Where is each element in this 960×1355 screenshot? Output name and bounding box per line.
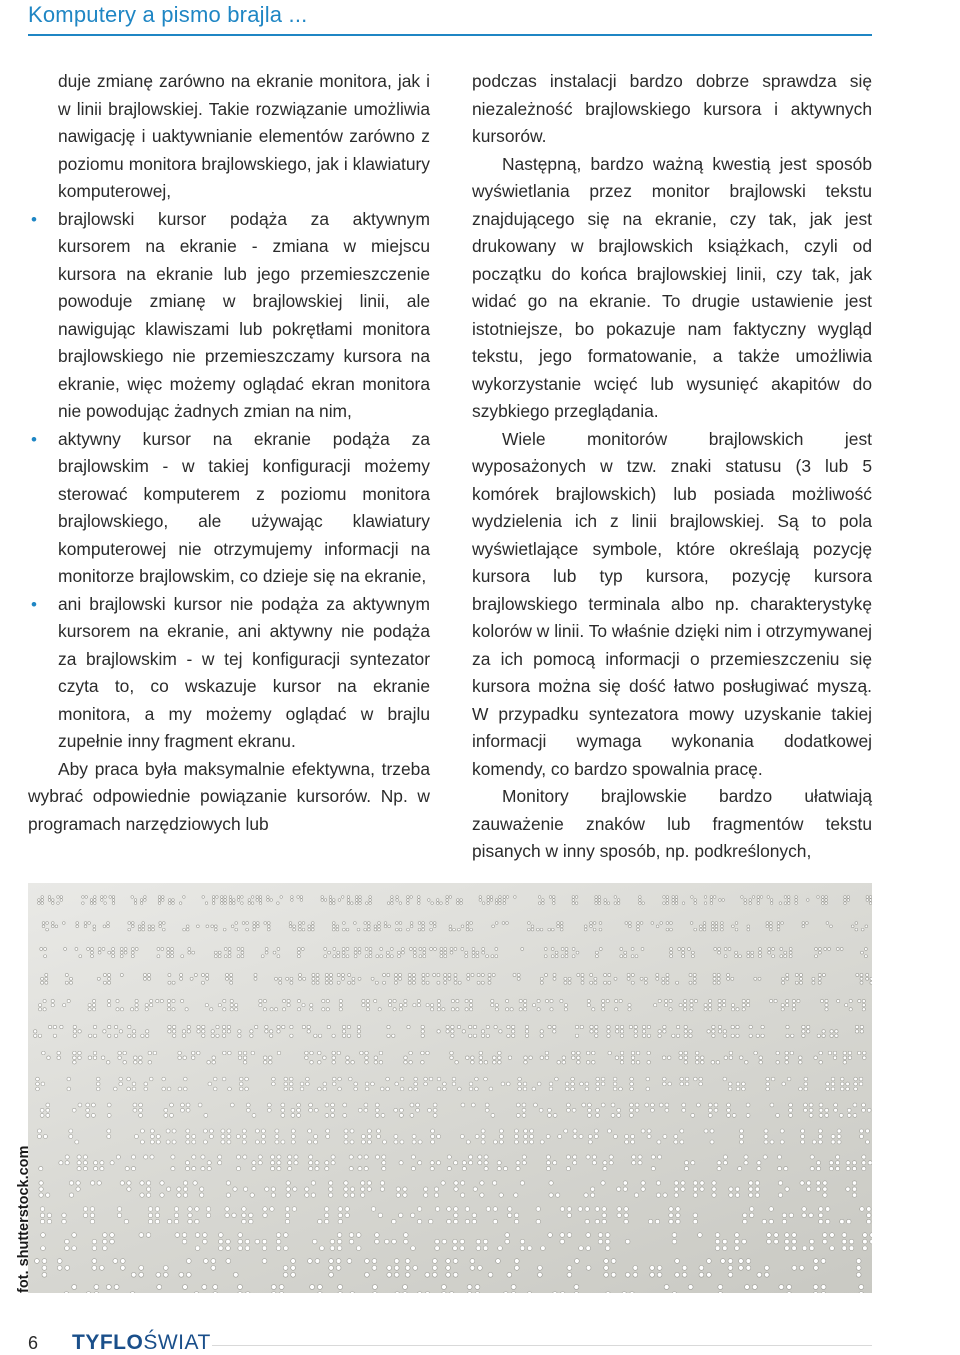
running-header: Komputery a pismo brajla ... — [28, 2, 308, 27]
left-closing-paragraph: Aby praca była maksymalnie efektywna, trzeba wybrać odpowiednie powiązanie kursorów. Np. w programach narzędziowych lub — [28, 758, 430, 834]
braille-photo — [28, 883, 872, 1293]
photo-credit: fot. shutterstock.com — [16, 1145, 32, 1293]
list-item — [28, 206, 430, 426]
list-item — [28, 426, 430, 591]
header-divider — [28, 34, 872, 36]
bullet-icon: • — [31, 209, 37, 229]
list-item-text: brajlowski kursor podąża za aktywnym kursorem na ekranie - zmiana w miejscu kursora na ekranie lub jego przemieszczenie powoduje zmianę w brajlowskiej linii, ale nawigując klawiszami lub pokrętłami monitora brajlowskiego nie przemieszczamy kursora na ekranie, więc możemy oglądać ekran monitora nie powodując żadnych zmian na nim, — [58, 208, 430, 421]
right-column — [472, 68, 872, 866]
magazine-logo-bold: TYFLO — [72, 1331, 144, 1354]
left-column — [28, 68, 430, 838]
right-paragraph: Wiele monitorów brajlowskich jest wyposażonych w tzw. znaki statusu (3 lub 5 komórek brajlowskich) lub posiada możliwość wydzielenia ich z linii brajlowskiej. Są to pola wyświetlające symbole, które określają pozycję kursora lub typ kursora, pozycję kursora brajlowskiego terminala albo np. charakterystykę kolorów w linii. To właśnie dzięki nim i otrzymywanej za ich pomocą informacji o przemieszczeniu się kursora można się dość łatwo posługiwać myszą. W przypadku syntezatora mowy uzyskanie takiej informacji wymaga wykonania dodatkowej komendy, co bardzo spowalnia pracę. — [472, 428, 872, 779]
right-paragraph: Monitory brajlowskie bardzo ułatwiają zauważenie znaków lub fragmentów tekstu pisanych w inny sposób, np. podkreślonych, — [472, 786, 872, 861]
right-paragraph: Następną, bardzo ważną kwestią jest sposób wyświetlania przez monitor brajlowski tekstu znajdującego się na ekranie, czy tak, jak jest drukowany w brajlowskich książkach, czyli od początku do końca brajlowskiej linii, czy tak, jak widać go na ekranie. To drugie ustawienie jest istotniejsze, bo pokazuje nam faktyczny wygląd tekstu, jego formatowanie, a także umożliwia wykorzystanie wcięć lub wysunięć akapitów do szybkiego przeglądania. — [472, 153, 872, 421]
list-item — [28, 591, 430, 756]
left-intro-text: duje zmianę zarówno na ekranie monitora, jak i w linii brajlowskiej. Takie rozwiązanie umożliwia nawigację i uaktywnianie elementów zarówno z poziomu monitora brajlowskiego, jak i klawiatury komputerowej, — [58, 71, 430, 201]
page-number: 6 — [28, 1333, 39, 1353]
list-item-text: ani brajlowski kursor nie podąża za aktywnym kursorem na ekranie, ani aktywny nie podąża za brajlowskim - w tej konfiguracji syntezator czyta to, co wskazuje kursor na ekranie monitora, a my możemy oglądać w brajlu zupełnie inny fragment ekranu. — [58, 593, 430, 751]
magazine-logo — [72, 1331, 211, 1355]
magazine-logo-rest: ŚWIAT — [143, 1331, 211, 1354]
cursor-options-list — [28, 206, 430, 756]
braille-dots-pattern — [28, 883, 872, 1293]
bullet-icon: • — [31, 594, 37, 614]
bullet-icon: • — [31, 429, 37, 449]
right-paragraph: podczas instalacji bardzo dobrze sprawdza się niezależność brajlowskiego kursora i aktywnych kursorów. — [472, 71, 872, 146]
footer-divider — [212, 1345, 872, 1346]
list-item-text: aktywny kursor na ekranie podąża za brajlowskim - w takiej konfiguracji możemy sterować komputerem z poziomu monitora brajlowskiego, ale używając klawiatury komputerowej nie otrzymujemy informacji na monitorze brajlowskim, co dzieje się na ekranie, — [58, 428, 430, 586]
